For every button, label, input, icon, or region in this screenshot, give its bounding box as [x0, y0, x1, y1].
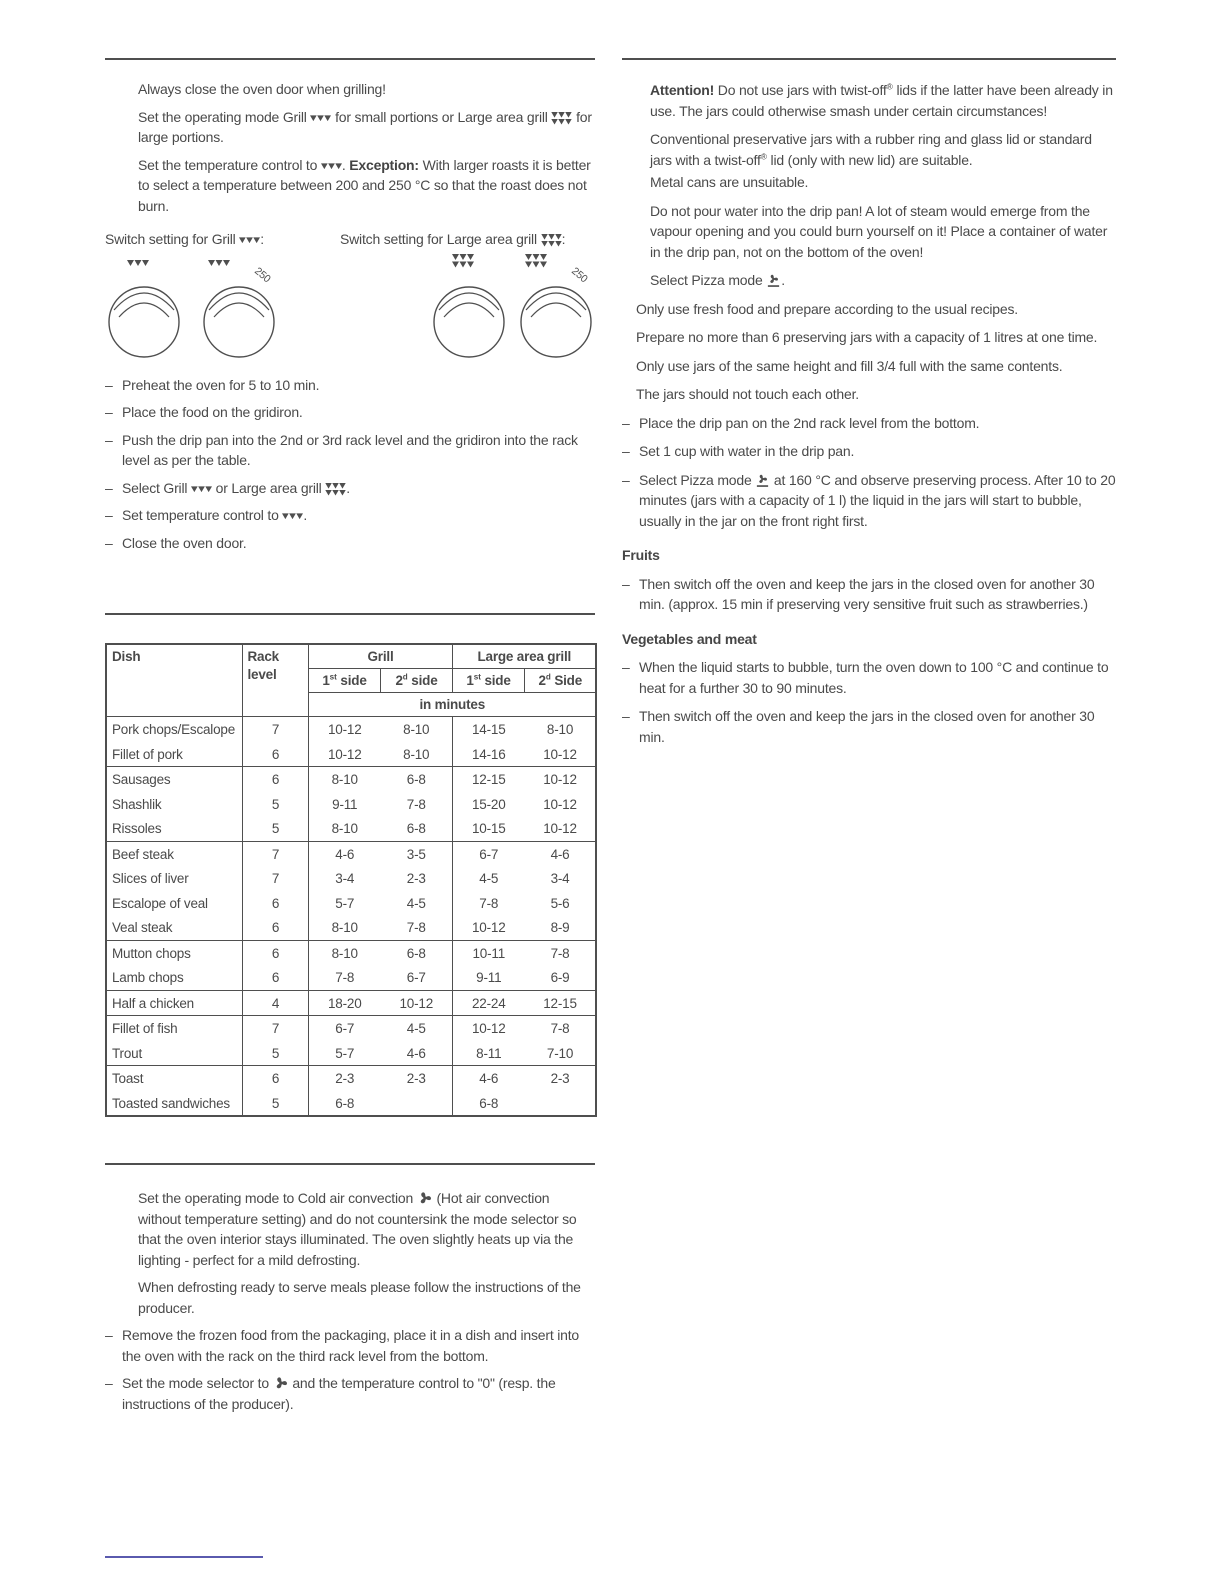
column-header-grill: Grill — [308, 644, 452, 669]
svg-text:250: 250 — [252, 264, 273, 285]
table-cell: 5 — [242, 792, 308, 817]
bullet-dash: – — [105, 1327, 113, 1343]
table-cell: 6-7 — [452, 841, 524, 866]
table-cell: 5 — [242, 816, 308, 841]
paragraph: Set the operating mode Grill for small portions or Large area grill for large portions. — [138, 108, 592, 145]
table-cell: Toasted sandwiches — [112, 1095, 230, 1111]
table-cell: 4-5 — [452, 866, 524, 891]
table-cell: 10-15 — [452, 816, 524, 841]
svg-text:250: 250 — [569, 264, 590, 285]
table-row — [106, 717, 596, 742]
emphasis-text: Attention! — [650, 82, 715, 98]
cold-air-convection-icon — [273, 1375, 289, 1391]
table-cell: 2-3 — [406, 871, 426, 886]
unit-header: in minutes — [308, 693, 596, 717]
table-cell: 10-12 — [543, 821, 577, 836]
table-cell: 4-5 — [380, 1016, 452, 1041]
grill-icon — [310, 115, 331, 122]
grill-icon — [282, 513, 303, 520]
table-cell: 5 — [242, 1091, 308, 1117]
switch-setting-large-area-grill-label: Switch setting for Large area grill : — [340, 231, 566, 247]
list-item — [622, 413, 1116, 434]
table-cell: 8-9 — [550, 920, 570, 935]
list-item-text: Set temperature control to . — [122, 507, 308, 523]
table-cell: 10-11 — [452, 940, 524, 965]
table-cell: 7-8 — [452, 891, 524, 916]
table-cell: 12-15 — [452, 767, 524, 792]
list-item-text: Then switch off the oven and keep the jars in the closed oven for another 30 min. (approx. 15 min if preserving very sensitive fruit such as strawberries.) — [639, 575, 1095, 612]
table-row — [106, 816, 596, 841]
table-cell: 4 — [242, 990, 308, 1016]
column-subheader: 2$^d$ Side — [524, 669, 596, 693]
table-cell: 15-20 — [452, 792, 524, 817]
bullet-dash: – — [105, 507, 113, 523]
bullet-dash: – — [622, 414, 630, 431]
list-item-text: Push the drip pan into the 2nd or 3rd rack level and the gridiron into the rack level as per the table. — [122, 431, 578, 468]
grill-icon — [321, 163, 342, 170]
column-header-dish: Dish — [112, 649, 141, 664]
table-cell: 7 — [242, 1016, 308, 1041]
pizza-mode-icon — [755, 473, 770, 488]
spacer — [105, 553, 595, 613]
table-cell: 6 — [242, 891, 308, 916]
table-row — [106, 940, 596, 965]
table-cell: 3-4 — [550, 871, 570, 886]
table-cell: 6 — [242, 965, 308, 990]
bullet-dash: – — [622, 575, 630, 592]
table-row — [106, 767, 596, 792]
superscript: st — [473, 672, 481, 682]
bullet-dash: – — [622, 471, 630, 488]
table-row — [106, 742, 596, 767]
list-item — [105, 402, 595, 423]
spacer — [622, 60, 1116, 72]
switch-setting-row — [105, 229, 595, 250]
paragraph: Only use fresh food and prepare according to the usual recipes. — [636, 300, 1018, 317]
list-item-text: Set the mode selector to and the temperature control to "0" (resp. the instructions of the producer). — [122, 1375, 556, 1412]
table-cell: 6-7 — [308, 1016, 380, 1041]
table-cell: 7-8 — [524, 940, 596, 965]
spacer — [105, 1117, 595, 1163]
section-heading: Vegetables and meat — [622, 630, 757, 647]
table-cell: 6 — [242, 915, 308, 940]
paragraph: Always close the oven door when grilling! — [138, 81, 386, 97]
switch-setting-grill-label: Switch setting for Grill : — [105, 231, 264, 247]
table-cell: 6-7 — [406, 970, 426, 985]
large-area-grill-icon — [551, 112, 572, 125]
table-cell: 8-10 — [308, 940, 380, 965]
table-cell: 8-10 — [380, 717, 452, 742]
table-cell: 8-10 — [308, 915, 380, 940]
table-cell: 10-12 — [380, 990, 452, 1016]
list-item — [622, 441, 1116, 462]
table-cell: Rissoles — [112, 821, 162, 836]
table-cell: Trout — [112, 1045, 143, 1061]
table-row — [106, 866, 596, 891]
table-cell: 10-12 — [308, 742, 380, 767]
spacer — [105, 60, 595, 72]
table-cell: 10-12 — [452, 915, 524, 940]
list-item — [105, 430, 595, 471]
grill-icon — [191, 486, 212, 493]
bullet-dash: – — [622, 708, 630, 724]
left-column — [105, 58, 595, 1414]
superscript: d — [545, 672, 551, 682]
table-cell: 14-15 — [452, 717, 524, 742]
superscript: ® — [760, 150, 767, 161]
spacer — [105, 1165, 595, 1181]
right-column — [622, 58, 1116, 747]
list-item — [105, 1373, 595, 1414]
table-row — [106, 1066, 596, 1091]
list-item-text: Place the food on the gridiron. — [122, 404, 303, 420]
column-header-rack-level: Rack level — [242, 644, 308, 717]
table-cell: 9-11 — [308, 792, 380, 817]
paragraph: Set the operating mode to Cold air convection (Hot air convection without temperature setting) and do not countersink the mode selector so that the oven interior stays illuminated. The oven slightly heats up via the lighting - perfect for a mild defrosting. — [138, 1190, 577, 1268]
paragraph: The jars should not touch each other. — [636, 386, 859, 402]
bullet-dash: – — [622, 659, 630, 675]
paragraph: Do not pour water into the drip pan! A lot of steam would emerge from the vapour opening and you could burn yourself on it! Place a container of water in the drip pan, not on the bottom of the oven! — [650, 202, 1108, 260]
table-cell: 18-20 — [308, 990, 380, 1016]
table-cell: 7-8 — [406, 920, 426, 935]
table-cell: 2-3 — [380, 1066, 452, 1091]
column-subheader: 1st side — [308, 669, 380, 693]
table-cell: Veal steak — [112, 920, 173, 935]
table-cell: 6 — [242, 767, 308, 792]
table-cell: Half a chicken — [106, 990, 242, 1016]
table-cell: 7 — [242, 717, 308, 742]
table-cell: 2-3 — [524, 1066, 596, 1091]
paragraph: Prepare no more than 6 preserving jars with a capacity of 1 litres at one time. — [636, 329, 1098, 345]
oven-knob — [105, 252, 183, 366]
table-cell: 4-6 — [406, 1045, 426, 1061]
table-cell: 7 — [242, 841, 308, 866]
section-heading: Fruits — [622, 547, 660, 563]
table-cell — [524, 1091, 596, 1117]
bullet-dash: – — [105, 404, 113, 420]
list-item-text: Then switch off the oven and keep the jars in the closed oven for another 30 min. — [639, 708, 1095, 745]
list-item-text: Select Grill or Large area grill . — [122, 479, 350, 496]
table-cell: 3-5 — [380, 841, 452, 866]
footer-link-underline — [105, 1556, 263, 1558]
bullet-dash: – — [622, 443, 630, 459]
table-cell: 6-8 — [380, 940, 452, 965]
list-item-text: Preheat the oven for 5 to 10 min. — [122, 376, 320, 393]
list-item — [105, 478, 595, 499]
table-cell: 4-6 — [524, 841, 596, 866]
paragraph: Attention! Do not use jars with twist-off® lids if the latter have been already in use. The jars could otherwise smash under certain circumstances! — [650, 81, 1113, 119]
large-area-grill-icon — [325, 483, 346, 496]
table-cell: 12-15 — [524, 990, 596, 1016]
table-cell: 6 — [242, 742, 308, 767]
table-cell: Sausages — [106, 767, 242, 792]
bullet-dash: – — [105, 479, 113, 496]
table-cell: 8-10 — [403, 746, 430, 762]
emphasis-text: Exception: — [349, 156, 419, 173]
table-cell: Lamb chops — [112, 970, 184, 985]
table-cell: 8-11 — [452, 1041, 524, 1066]
table-cell: 5-7 — [308, 1041, 380, 1066]
table-cell: 22-24 — [452, 990, 524, 1016]
table-cell: 8-10 — [308, 767, 380, 792]
table-cell: 5-6 — [550, 895, 570, 911]
table-cell: 7-8 — [308, 965, 380, 990]
table-cell: 6-8 — [406, 821, 426, 836]
paragraph: When defrosting ready to serve meals please follow the instructions of the producer. — [138, 1279, 581, 1316]
table-cell: Toast — [106, 1066, 242, 1091]
oven-knob — [200, 252, 278, 366]
superscript: st — [329, 672, 337, 682]
paragraph: Conventional preservative jars with a rubber ring and glass lid or standard jars with a twist-off® lid (only with new lid) are suitable. — [650, 131, 1092, 168]
bullet-dash: – — [105, 534, 113, 551]
grill-icon — [239, 237, 260, 244]
table-cell: Beef steak — [106, 841, 242, 866]
knob-row — [105, 252, 595, 364]
table-cell: 10-12 — [524, 767, 596, 792]
table-header-row — [106, 644, 596, 669]
table-cell: Slices of liver — [112, 871, 189, 886]
table-row — [106, 915, 596, 940]
list-item — [622, 574, 1116, 615]
table-cell: Fillet of pork — [112, 746, 183, 762]
list-item — [105, 533, 595, 554]
table-cell: 6-9 — [550, 970, 570, 985]
column-header-large-area-grill: Large area grill — [452, 644, 596, 669]
table-cell: 6-8 — [308, 1091, 380, 1117]
bullet-dash: – — [105, 1375, 113, 1391]
column-subheader: 1st side — [452, 669, 524, 693]
table-row — [106, 990, 596, 1016]
grill-times-table — [105, 643, 597, 1117]
list-item-text: Set 1 cup with water in the drip pan. — [639, 443, 855, 459]
oven-knob — [430, 252, 508, 366]
bullet-dash: – — [105, 431, 113, 448]
table-row — [106, 1016, 596, 1041]
list-item-text: Close the oven door. — [122, 534, 247, 551]
table-cell: 5-7 — [308, 891, 380, 916]
table-cell: 2-3 — [308, 1066, 380, 1091]
list-item-text: Place the drip pan on the 2nd rack level from the bottom. — [639, 414, 980, 431]
table-row — [106, 792, 596, 817]
table-cell — [380, 1091, 452, 1117]
table-cell: 6 — [242, 940, 308, 965]
table-cell: Mutton chops — [106, 940, 242, 965]
paragraph: Select Pizza mode . — [650, 272, 785, 288]
list-item — [105, 1325, 595, 1366]
superscript: ® — [886, 81, 893, 92]
pizza-mode-icon — [766, 273, 781, 288]
table-cell: 7-8 — [524, 1016, 596, 1041]
spacer — [105, 615, 595, 643]
table-row — [106, 1041, 596, 1066]
table-row — [106, 965, 596, 990]
list-item — [622, 706, 1116, 747]
table-cell: 4-6 — [308, 841, 380, 866]
table-cell: 10-12 — [308, 717, 380, 742]
oven-knob — [517, 252, 595, 366]
list-item — [105, 375, 595, 396]
table-cell: 3-4 — [308, 866, 380, 891]
table-row — [106, 841, 596, 866]
list-item — [105, 505, 595, 526]
table-cell: 9-11 — [452, 965, 524, 990]
table-cell: 6-8 — [452, 1091, 524, 1117]
table-cell: Fillet of fish — [106, 1016, 242, 1041]
superscript: d — [402, 672, 408, 682]
paragraph: Metal cans are unsuitable. — [650, 174, 809, 190]
table-cell: 14-16 — [452, 742, 524, 767]
table-cell: 6 — [242, 1066, 308, 1091]
table-cell: 8-10 — [308, 816, 380, 841]
bullet-dash: – — [105, 376, 113, 393]
table-cell: 8-10 — [524, 717, 596, 742]
table-cell: Escalope of veal — [112, 895, 208, 911]
table-cell: 10-12 — [543, 796, 577, 812]
table-cell: 7-10 — [546, 1045, 574, 1061]
list-item-text: Remove the frozen food from the packaging, place it in a dish and insert into the oven with the rack on the third rack level from the bottom. — [122, 1327, 579, 1364]
table-cell: 4-5 — [406, 895, 426, 911]
table-cell: 6-8 — [380, 767, 452, 792]
paragraph: Only use jars of the same height and fill 3/4 full with the same contents. — [636, 357, 1063, 374]
list-item-text: Select Pizza mode at 160 °C and observe preserving process. After 10 to 20 minutes (jars with a capacity of 1 l) the liquid in the jars will start to bubble, usually in the jar on the front right first. — [639, 471, 1116, 529]
list-item — [622, 470, 1116, 532]
table-row — [106, 891, 596, 916]
table-cell: 5 — [242, 1041, 308, 1066]
table-cell: 10-12 — [543, 746, 577, 762]
paragraph: Set the temperature control to . Exception: With larger roasts it is better to select a temperature between 200 and 250 °C so that the roast does not burn. — [138, 156, 591, 214]
table-cell: Pork chops/Escalope — [106, 717, 242, 742]
list-item-text: When the liquid starts to bubble, turn the oven down to 100 °C and continue to heat for a further 30 to 90 minutes. — [639, 659, 1109, 696]
table-cell: 4-6 — [452, 1066, 524, 1091]
table-cell: 10-12 — [452, 1016, 524, 1041]
table-row — [106, 1091, 596, 1117]
list-item — [622, 657, 1116, 698]
large-area-grill-icon — [541, 234, 562, 247]
table-cell: Shashlik — [112, 796, 162, 812]
cold-air-convection-icon — [417, 1190, 433, 1206]
table-cell: 7 — [242, 866, 308, 891]
column-subheader: 2$^d$ side — [380, 669, 452, 693]
table-cell: 7-8 — [406, 796, 426, 812]
